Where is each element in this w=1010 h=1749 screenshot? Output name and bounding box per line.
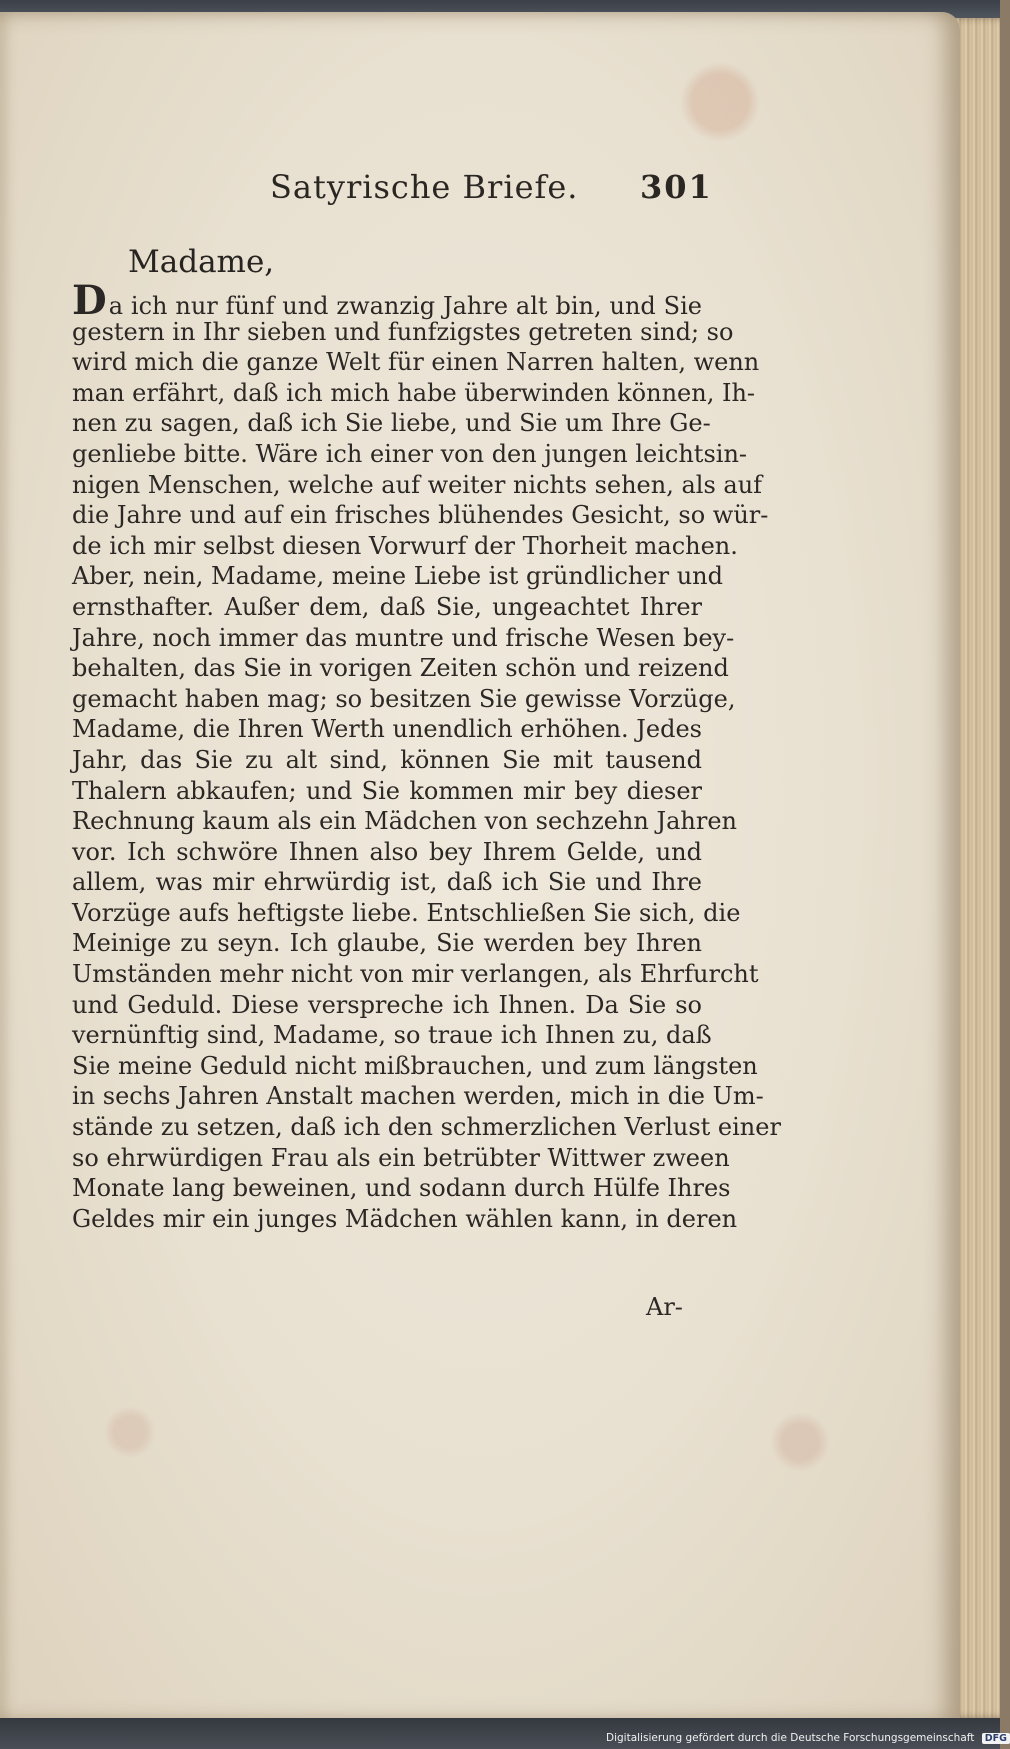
text-line: Jahre, noch immer das muntre und frische Wesen bey- [72,623,735,652]
dfg-logo-icon: DFG [982,1733,1010,1744]
text-line: so ehrwürdigen Frau als ein betrübter Wittwer zween [72,1143,730,1172]
text-line: wird mich die ganze Welt für einen Narren halten, wenn [72,348,760,377]
text-line: gemacht haben mag; so besitzen Sie gewisse Vorzüge, [72,684,736,713]
text-line: stände zu setzen, daß ich den schmerzlichen Verlust einer [72,1113,781,1142]
text-line: ernsthafter. Außer dem, daß Sie, ungeachtet Ihrer [72,592,702,621]
text-line: und Geduld. Diese verspreche ich Ihnen. Da Sie so [72,990,702,1019]
text-line: gestern in Ihr sieben und funfzigstes getreten sind; so [72,317,734,346]
text-line: genliebe bitte. Wäre ich einer von den jungen leichtsin- [72,439,748,468]
catchword: Ar- [646,1293,683,1321]
text-line: Da ich nur fünf und zwanzig Jahre alt bin, und Sie [72,277,702,324]
text-line: de ich mir selbst diesen Vorwurf der Thorheit machen. [72,531,738,560]
text-line: Umständen mehr nicht von mir verlangen, als Ehrfurcht [72,960,759,989]
text-line: Vorzüge aufs heftigste liebe. Entschließen Sie sich, die [72,898,741,927]
text-line: die Jahre und auf ein frisches blühendes Gesicht, so wür- [72,501,769,530]
book-page [0,12,960,1722]
text-line: in sechs Jahren Anstalt machen werden, mich in die Um- [72,1082,764,1111]
text-line: nen zu sagen, daß ich Sie liebe, und Sie um Ihre Ge- [72,409,711,438]
text-line: Monate lang beweinen, und sodann durch Hülfe Ihres [72,1174,731,1203]
text-line: vor. Ich schwöre Ihnen also bey Ihrem Gelde, und [72,837,702,866]
text-line: Geldes mir ein junges Mädchen wählen kann, in deren [72,1204,738,1233]
text-line: Aber, nein, Madame, meine Liebe ist gründlicher und [72,562,723,591]
drop-cap: D [72,277,107,324]
letter-body [72,277,781,1234]
text-line: Jahr, das Sie zu alt sind, können Sie mit tausend [72,745,702,774]
text-line: Sie meine Geduld nicht mißbrauchen, und zum längsten [72,1051,758,1080]
credit-text: Digitalisierung gefördert durch die Deutsche Forschungsgemeinschaft [606,1732,975,1744]
running-title: Satyrische Briefe. [270,168,579,206]
text-line: Rechnung kaum als ein Mädchen von sechzehn Jahren [72,807,737,836]
digitization-credit [606,1732,1010,1744]
text-line: Madame, die Ihren Werth unendlich erhöhen. Jedes [72,715,702,744]
text-line: vernünftig sind, Madame, so traue ich Ihnen zu, daß [72,1021,712,1050]
text-line: nigen Menschen, welche auf weiter nichts sehen, als auf [72,470,763,499]
text-line: Meinige zu seyn. Ich glaube, Sie werden bey Ihren [72,929,702,958]
text-line: behalten, das Sie in vorigen Zeiten schön und reizend [72,654,729,683]
page-number: 301 [640,168,713,206]
text-line: allem, was mir ehrwürdig ist, daß ich Sie und Ihre [72,868,702,897]
text-line: Thalern abkaufen; und Sie kommen mir bey dieser [72,776,702,805]
text-line: man erfährt, daß ich mich habe überwinden können, Ih- [72,378,756,407]
letter-salutation: Madame, [128,244,275,280]
